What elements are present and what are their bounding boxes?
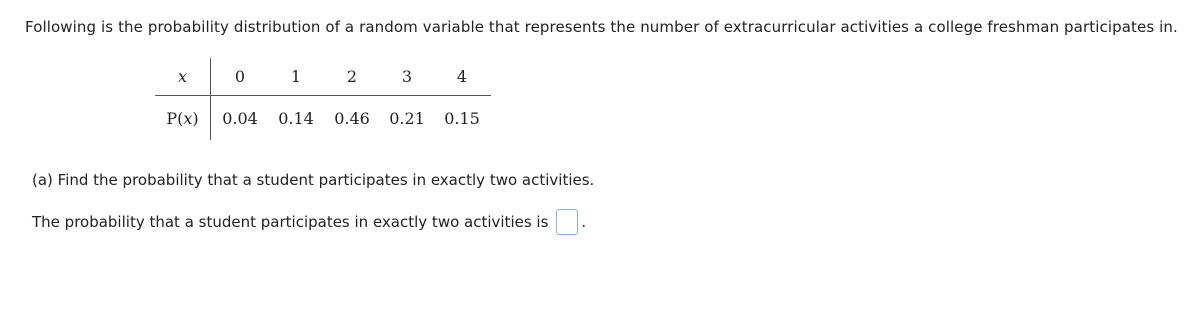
answer-input[interactable] [556,209,578,235]
probability-value: 0.14 [278,108,314,128]
x-value: 2 [323,58,381,96]
x-value: 0 [211,58,270,96]
probability-value: 0.46 [334,108,370,128]
probability-value: 0.04 [222,108,258,128]
table-row-probability [155,96,491,141]
x-value: 4 [433,58,491,96]
x-value: 3 [381,58,433,96]
probability-value: 0.21 [389,108,425,128]
x-header-label: x [177,67,188,86]
probability-arg-label: x [183,108,193,128]
answer-line [32,209,586,235]
probability-header: P(x) [155,96,211,141]
x-header [155,58,211,96]
question-a: (a) Find the probability that a student participates in exactly two activities. [32,171,595,189]
probability-value: 0.15 [444,108,480,128]
table-row-x [155,58,491,96]
probability-distribution-table [155,58,491,140]
x-value: 1 [269,58,323,96]
probability-func-label: P [166,108,178,128]
answer-prompt: The probability that a student participates in exactly two activities is [32,213,549,231]
answer-period: . [581,213,587,231]
problem-intro: Following is the probability distribution of a random variable that represents the number of extracurricular activities a college freshman participates in. [25,18,1178,36]
